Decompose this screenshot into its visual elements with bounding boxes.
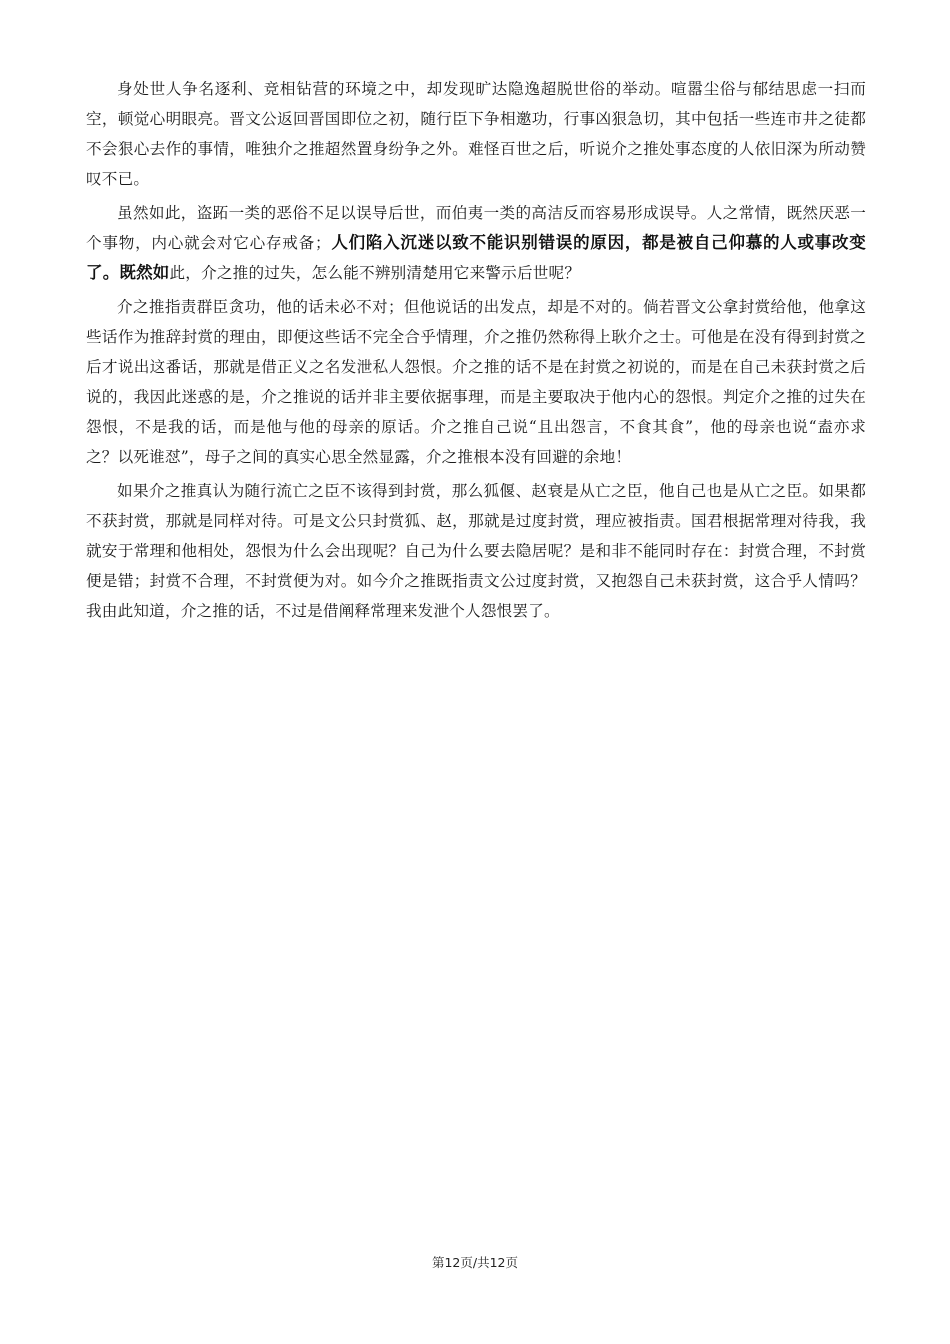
paragraph-1-text: 身处世人争名逐利、竞相钻营的环境之中，却发现旷达隐逸超脱世俗的举动。喧嚣尘俗与郁结思虑一扫而空，顿觉心明眼亮。晋文公返回晋国即位之初，随行臣下争相邀功，行事凶狠急切，其中包括一些连市井之徒都不会狠心去作的事情，唯独介之推超然置身纷争之外。难怪百世之后，听说介之推处事态度的人依旧深为所动赞叹不已。 — [86, 80, 866, 188]
paragraph-3-text: 介之推指责群臣贪功，他的话未必不对；但他说话的出发点，却是不对的。倘若晋文公拿封赏给他，他拿这些话作为推辞封赏的理由，即便这些话不完全合乎情理，介之推仍然称得上耿介之士。可他是在没有得到封赏之后才说出这番话，那就是借正义之名发泄私人怨恨。介之推的话不是在封赏之初说的，而是在自己未获封赏之后说的，我因此迷惑的是，介之推说的话并非主要依据事理，而是主要取决于他内心的怨恨。判定介之推的过失在怨恨，不是我的话，而是他与他的母亲的原话。介之推自己说“且出怨言，不食其食”，他的母亲也说“盍亦求之？以死谁怼”，母子之间的真实心思全然显露，介之推根本没有回避的余地！ — [86, 298, 866, 466]
paragraph-4 — [86, 476, 866, 626]
paragraph-2-emphasis: 人们陷入沉迷以致不能识别错误的原因，都是被自己仰慕的人或事改变了。既然如 — [86, 233, 866, 282]
paragraph-2 — [86, 198, 866, 288]
paragraph-2-text-end: 此，介之推的过失，怎么能不辨别清楚用它来警示后世呢？ — [169, 264, 581, 282]
page-number-label: 第12页/共12页 — [431, 1255, 519, 1270]
page-number-footer — [0, 1253, 950, 1271]
paragraph-4-text: 如果介之推真认为随行流亡之臣不该得到封赏，那么狐偃、赵衰是从亡之臣，他自己也是从亡之臣。如果都不获封赏，那就是同样对待。可是文公只封赏狐、赵，那就是过度封赏，理应被指责。国君根据常理对待我，我就安于常理和他相处，怨恨为什么会出现呢？自己为什么要去隐居呢？是和非不能同时存在：封赏合理，不封赏便是错；封赏不合理，不封赏便为对。如今介之推既指责文公过度封赏，又抱怨自己未获封赏，这合乎人情吗？我由此知道，介之推的话，不过是借阐释常理来发泄个人怨恨罢了。 — [86, 482, 866, 620]
paragraph-1 — [86, 74, 866, 194]
paragraph-3 — [86, 292, 866, 472]
document-body — [86, 74, 866, 630]
paragraph-2-text-start: 虽然如此，盗跖一类的恶俗不足以误导后世，而伯夷一类的高洁反而容易形成误导。人之常情，既然厌恶一个事物，内心就会对它心存戒备； — [86, 204, 866, 252]
